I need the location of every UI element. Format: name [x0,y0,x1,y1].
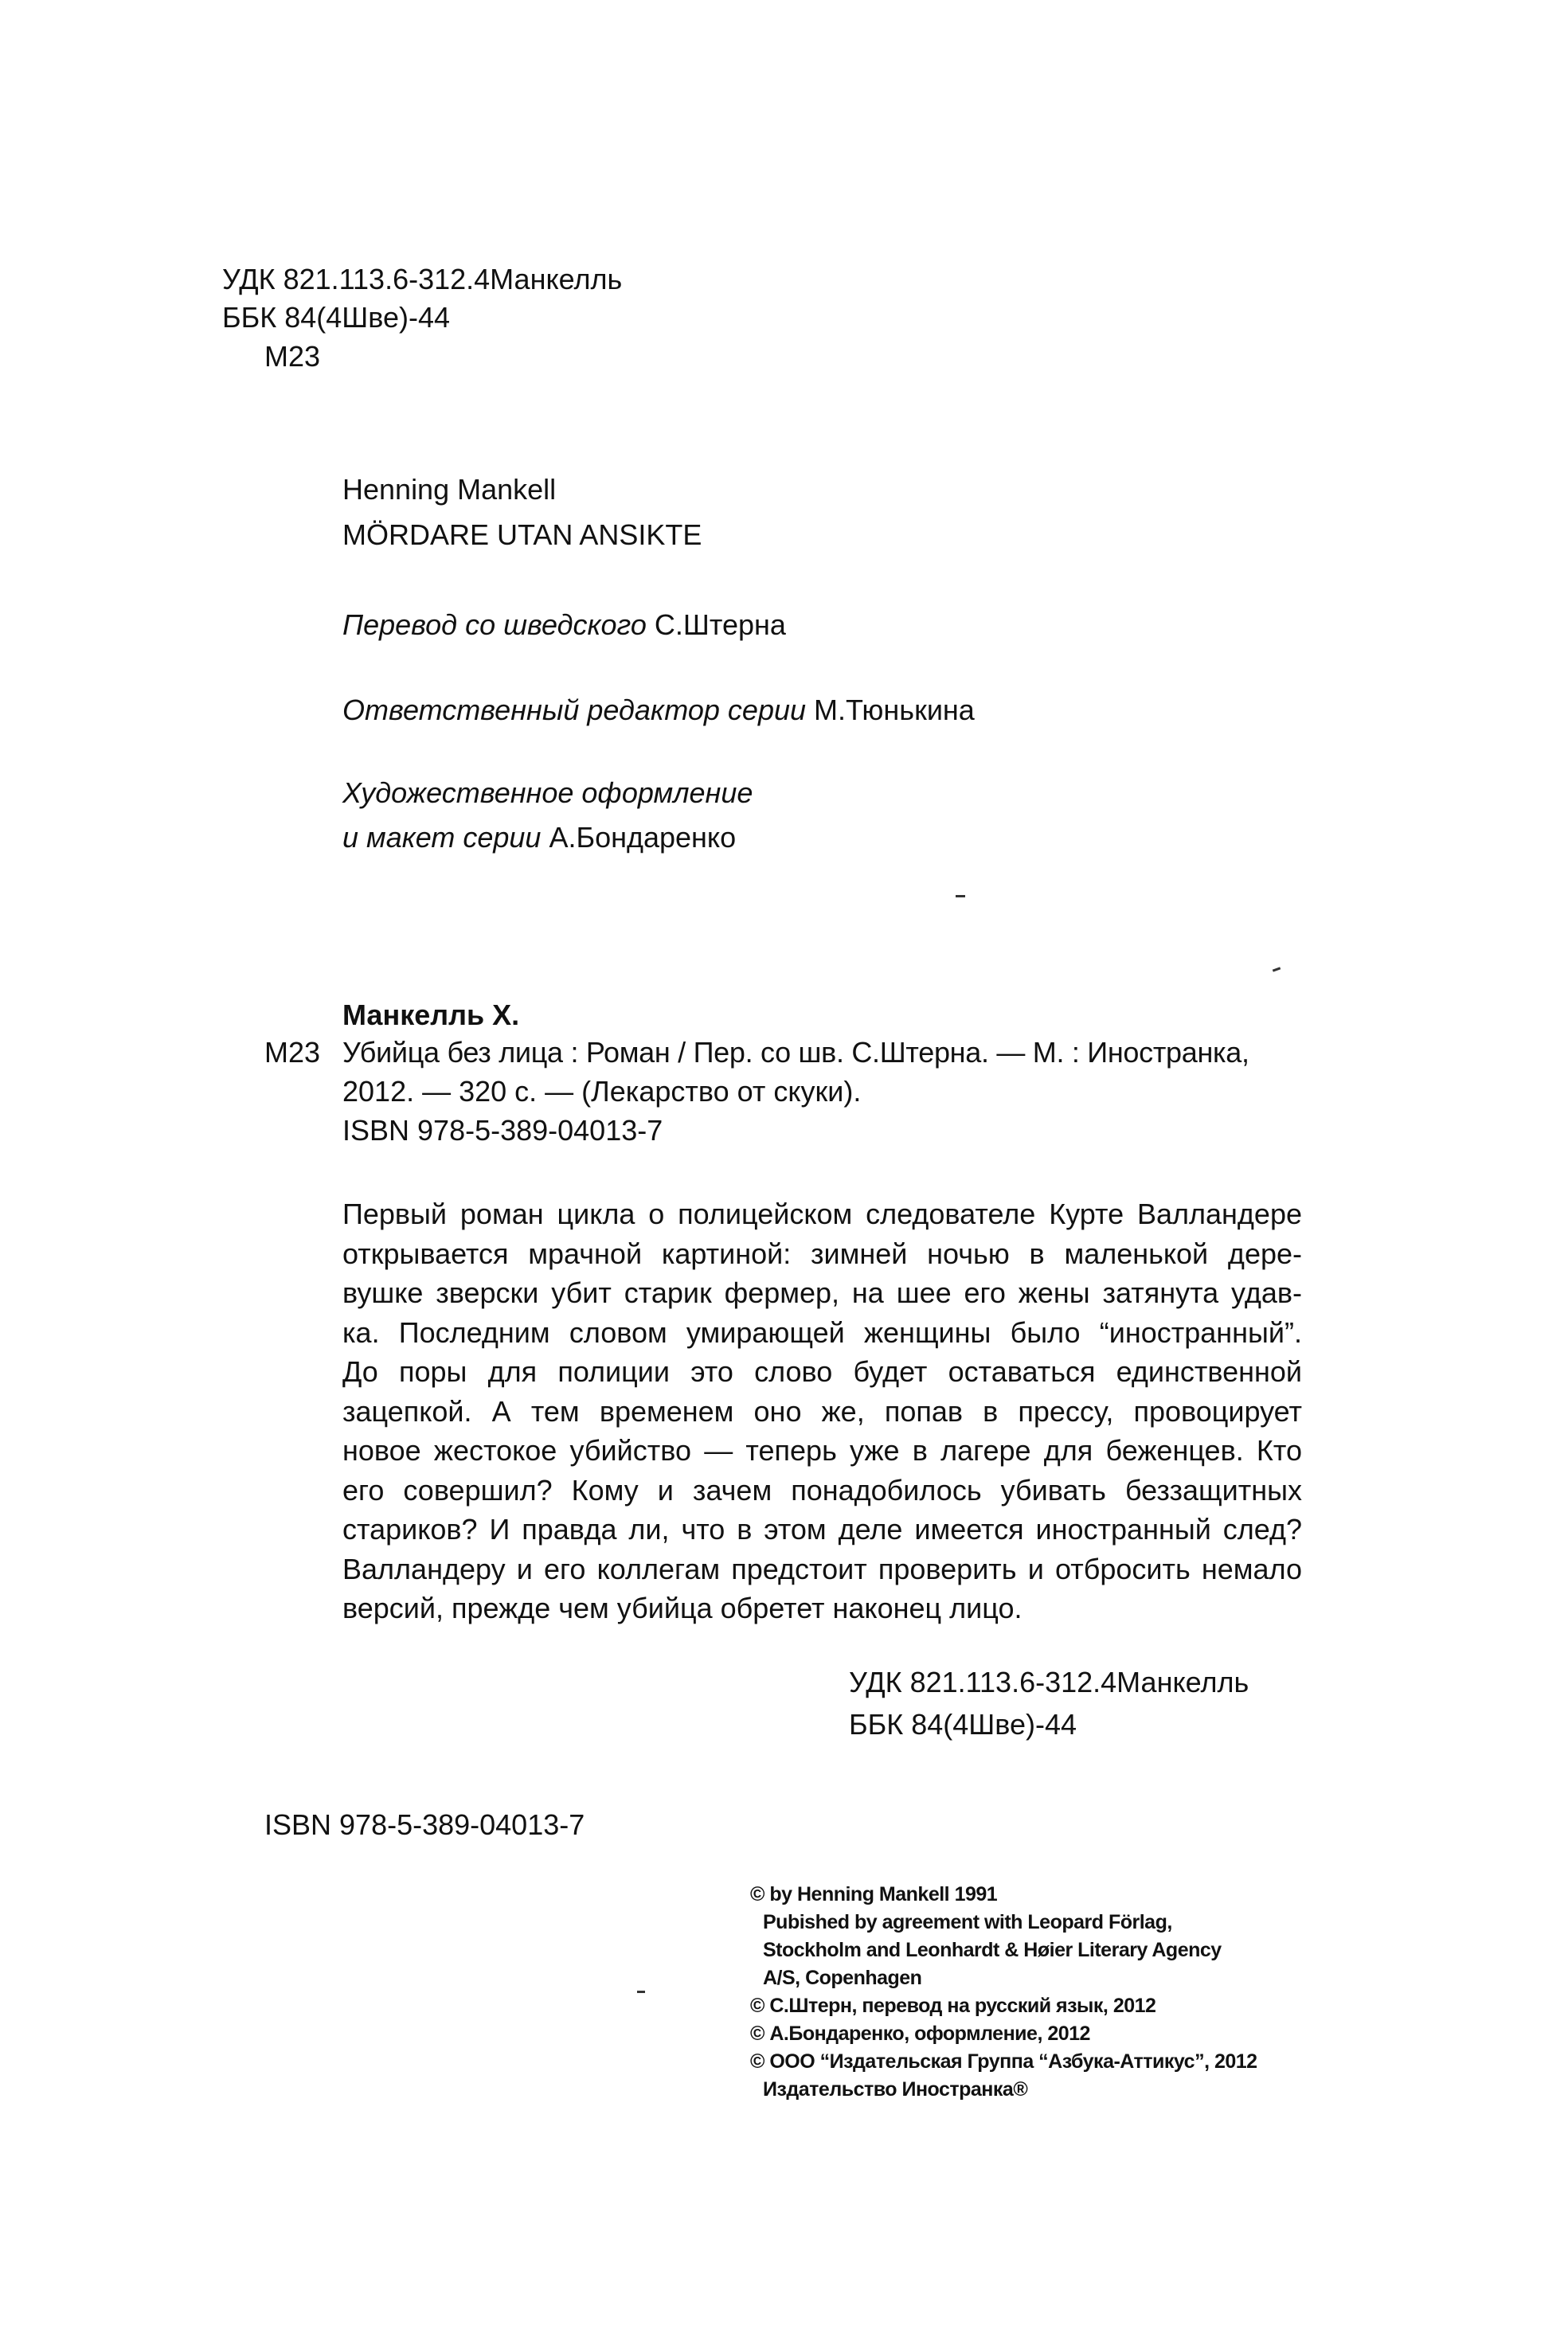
original-title: MÖRDARE UTAN ANSIKTE [342,518,702,551]
isbn-footer: ISBN 978-5-389-04013-7 [264,1808,585,1841]
bbk-code-repeat: ББК 84(4Шве)-44 [849,1708,1077,1741]
annotation-line: До поры для полиции это слово будет оставаться единственной [342,1355,1302,1388]
bib-code: М23 [264,1036,321,1069]
copyright-line: Stockholm and Leonhardt & Høier Literary Agency [763,1939,1222,1961]
copyright-block [750,1881,1257,2104]
annotation-line: новое жестокое убийство — теперь уже в лагере для беженцев. Кто [342,1434,1302,1467]
copyright-line: © by Henning Mankell 1991 [750,1883,998,1905]
design-credit [342,823,736,852]
translator-label: Перевод со шведского [342,608,647,641]
bib-isbn: ISBN 978-5-389-04013-7 [342,1114,663,1147]
annotation-line: вушке зверски убит старик фермер, на шее его жены затянута удав- [342,1276,1302,1309]
translator-name: С.Штерна [654,608,786,641]
copyright-line: © ООО “Издательская Группа “Азбука-Аттикус”, 2012 [750,2050,1257,2073]
copyright-line: A/S, Copenhagen [763,1967,922,1989]
editor-name: М.Тюнькина [814,694,975,726]
scan-mark [637,1991,645,1993]
annotation-line: версий, прежде чем убийца обретет наконец лицо. [342,1592,1023,1624]
bbk-code: ББК 84(4Шве)-44 [222,301,451,334]
author-mark: М23 [264,340,321,373]
copyright-line: Издательство Иностранка® [763,2078,1028,2101]
annotation [342,1194,1302,1628]
bib-line-2: 2012. — 320 с. — (Лекарство от скуки). [342,1075,862,1108]
udk-code: УДК 821.113.6-312.4Манкелль [222,263,623,295]
scan-mark [1273,967,1281,971]
annotation-line: его совершил? Кому и зачем понадобилось убивать беззащитных [342,1473,1302,1507]
annotation-line: Валландеру и его коллегам предстоит проверить и отбросить немало [342,1552,1302,1585]
bib-author: Манкелль Х. [342,999,520,1031]
editor-label: Ответственный редактор серии [342,694,807,726]
original-author: Henning Mankell [342,473,557,506]
bib-line-1: Убийца без лица : Роман / Пер. со шв. С.Штерна. — М. : Иностранка, [342,1036,1249,1069]
annotation-line: стариков? И правда ли, что в этом деле имеется иностранный след? [342,1513,1302,1546]
annotation-line: зацепкой. А тем временем оно же, попав в прессу, провоцирует [342,1394,1302,1428]
design-name: А.Бондаренко [549,821,737,854]
annotation-line: Первый роман цикла о полицейском следователе Курте Валландере [342,1198,1302,1230]
translator-credit [342,608,786,641]
copyright-line: © А.Бондаренко, оформление, 2012 [750,2023,1090,2045]
copyright-line: © С.Штерн, перевод на русский язык, 2012 [750,1995,1156,2017]
scan-mark [956,895,965,897]
udk-code-repeat: УДК 821.113.6-312.4Манкелль [849,1666,1249,1698]
editor-credit [342,696,975,725]
copyright-line: Pubished by agreement with Leopard Förlag, [763,1911,1172,1933]
annotation-line: открывается мрачной картиной: зимней ночью в маленькой дере- [342,1237,1302,1270]
annotation-line: ка. Последним словом умирающей женщины было “иностранный”. [342,1315,1302,1349]
design-label-1: Художественное оформление [342,776,753,809]
design-label-2: и макет серии [342,821,542,854]
